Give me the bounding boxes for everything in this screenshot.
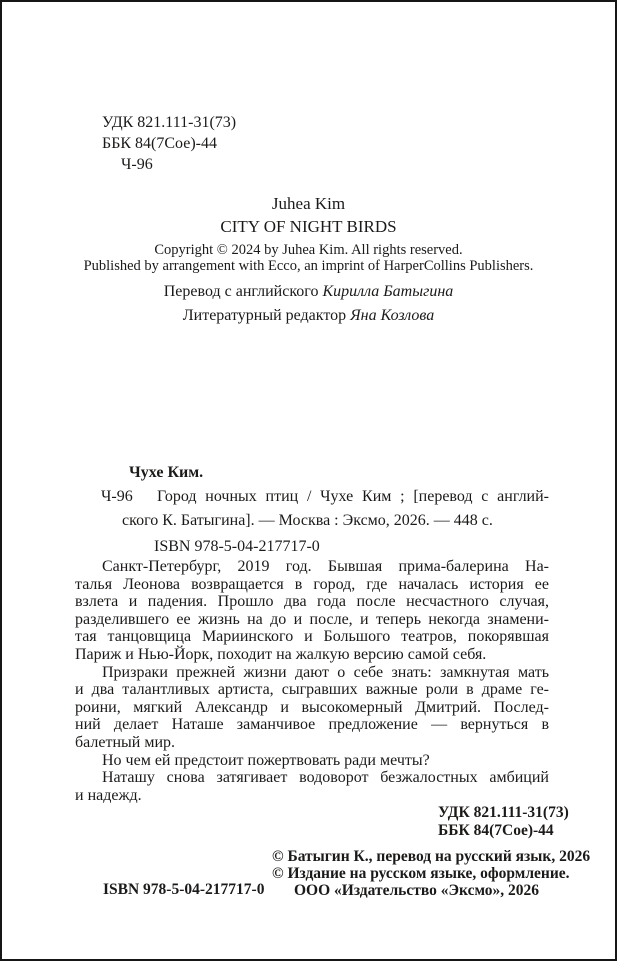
catalog-card [101,461,549,559]
book-title-en: CITY OF NIGHT BIRDS [220,217,397,236]
udk-code-bottom: УДК 821.111-31(73) [438,804,569,821]
top-catalog-codes [102,112,236,175]
translator-name: Кирилла Батыгина [322,283,454,300]
card-author-mark: Ч-96 [101,488,133,505]
bottom-catalog-codes [438,804,569,840]
text-line: Но чем ей предстоит пожертвовать ради мечты? [102,751,430,769]
text-line: разделившего ее жизнь на до и после, и теперь некогда знамени- [75,610,549,628]
annotation-paragraph-4 [75,769,549,804]
card-entry-line-2: ского К. Батыгина]. — Москва : Эксмо, 2026. — 448 с. [122,512,493,529]
bbk-code: ББК 84(7Сое)-44 [102,135,217,152]
text-line: Наташу снова затягивает водоворот безжалостных амбиций [102,769,549,787]
text-line: взлета и падения. Прошло два года после несчастного случая, [75,593,549,611]
annotation-paragraph-3 [75,752,549,770]
text-line: роини, мягкий Александр и высокомерный Дмитрий. Послед- [75,698,549,716]
text-line: ний делает Наташе заманчивое предложение — вернуться в [75,716,549,734]
card-entry [101,485,549,509]
card-author: Чухе Ким. [129,464,204,481]
text-line: Париж и Нью-Йорк, походит на жалкую версию самой себя. [75,645,487,663]
copyright-block [272,848,590,900]
text-line: и два талантливых артиста, сыгравших важные роли в драме ге- [75,681,549,699]
editor-line [37,306,580,326]
text-line: балетный мир. [75,733,176,751]
card-entry-line-1: Город ночных птиц / Чухе Ким ; [перевод с англий- [157,488,549,505]
author-mark: Ч-96 [121,156,153,173]
annotation-paragraph-2 [75,664,549,752]
text-line: © Батыгин К., перевод на русский язык, 2026 [272,848,591,865]
copyright-line-1: Copyright © 2024 by Juhea Kim. All rights reserved. [154,242,463,258]
bbk-code-bottom: ББК 84(7Сое)-44 [438,822,554,839]
text-line: Призраки прежней жизни дают о себе знать: замкнутая мать [102,663,549,681]
editor-prefix: Литературный редактор [182,307,351,324]
annotation [75,558,549,804]
text-line: талья Леонова возвращается в город, где началась история ее [75,575,549,593]
copyright-line-2: Published by arrangement with Ecco, an imprint of HarperCollins Publishers. [83,257,534,274]
text-line: и надежд. [75,786,142,804]
text-line: тая танцовщица Мариинского и Большого театров, покорявшая [75,628,549,646]
author-name-en: Juhea Kim [271,194,346,213]
translator-prefix: Перевод с английского [163,283,323,300]
isbn-card: ISBN 978-5-04-217717-0 [154,538,320,555]
title-block [37,193,580,326]
editor-name: Яна Козлова [350,307,435,324]
udk-code: УДК 821.111-31(73) [102,114,237,131]
text-line: ООО «Издательство «Эксмо», 2026 [294,882,540,900]
isbn-footer: ISBN 978-5-04-217717-0 [103,881,265,898]
text-line: Санкт-Петербург, 2019 год. Бывшая прима-балерина На- [102,558,549,575]
annotation-paragraph-1 [75,558,549,664]
text-line: © Издание на русском языке, оформление. [272,865,570,883]
translator-line [37,282,580,302]
